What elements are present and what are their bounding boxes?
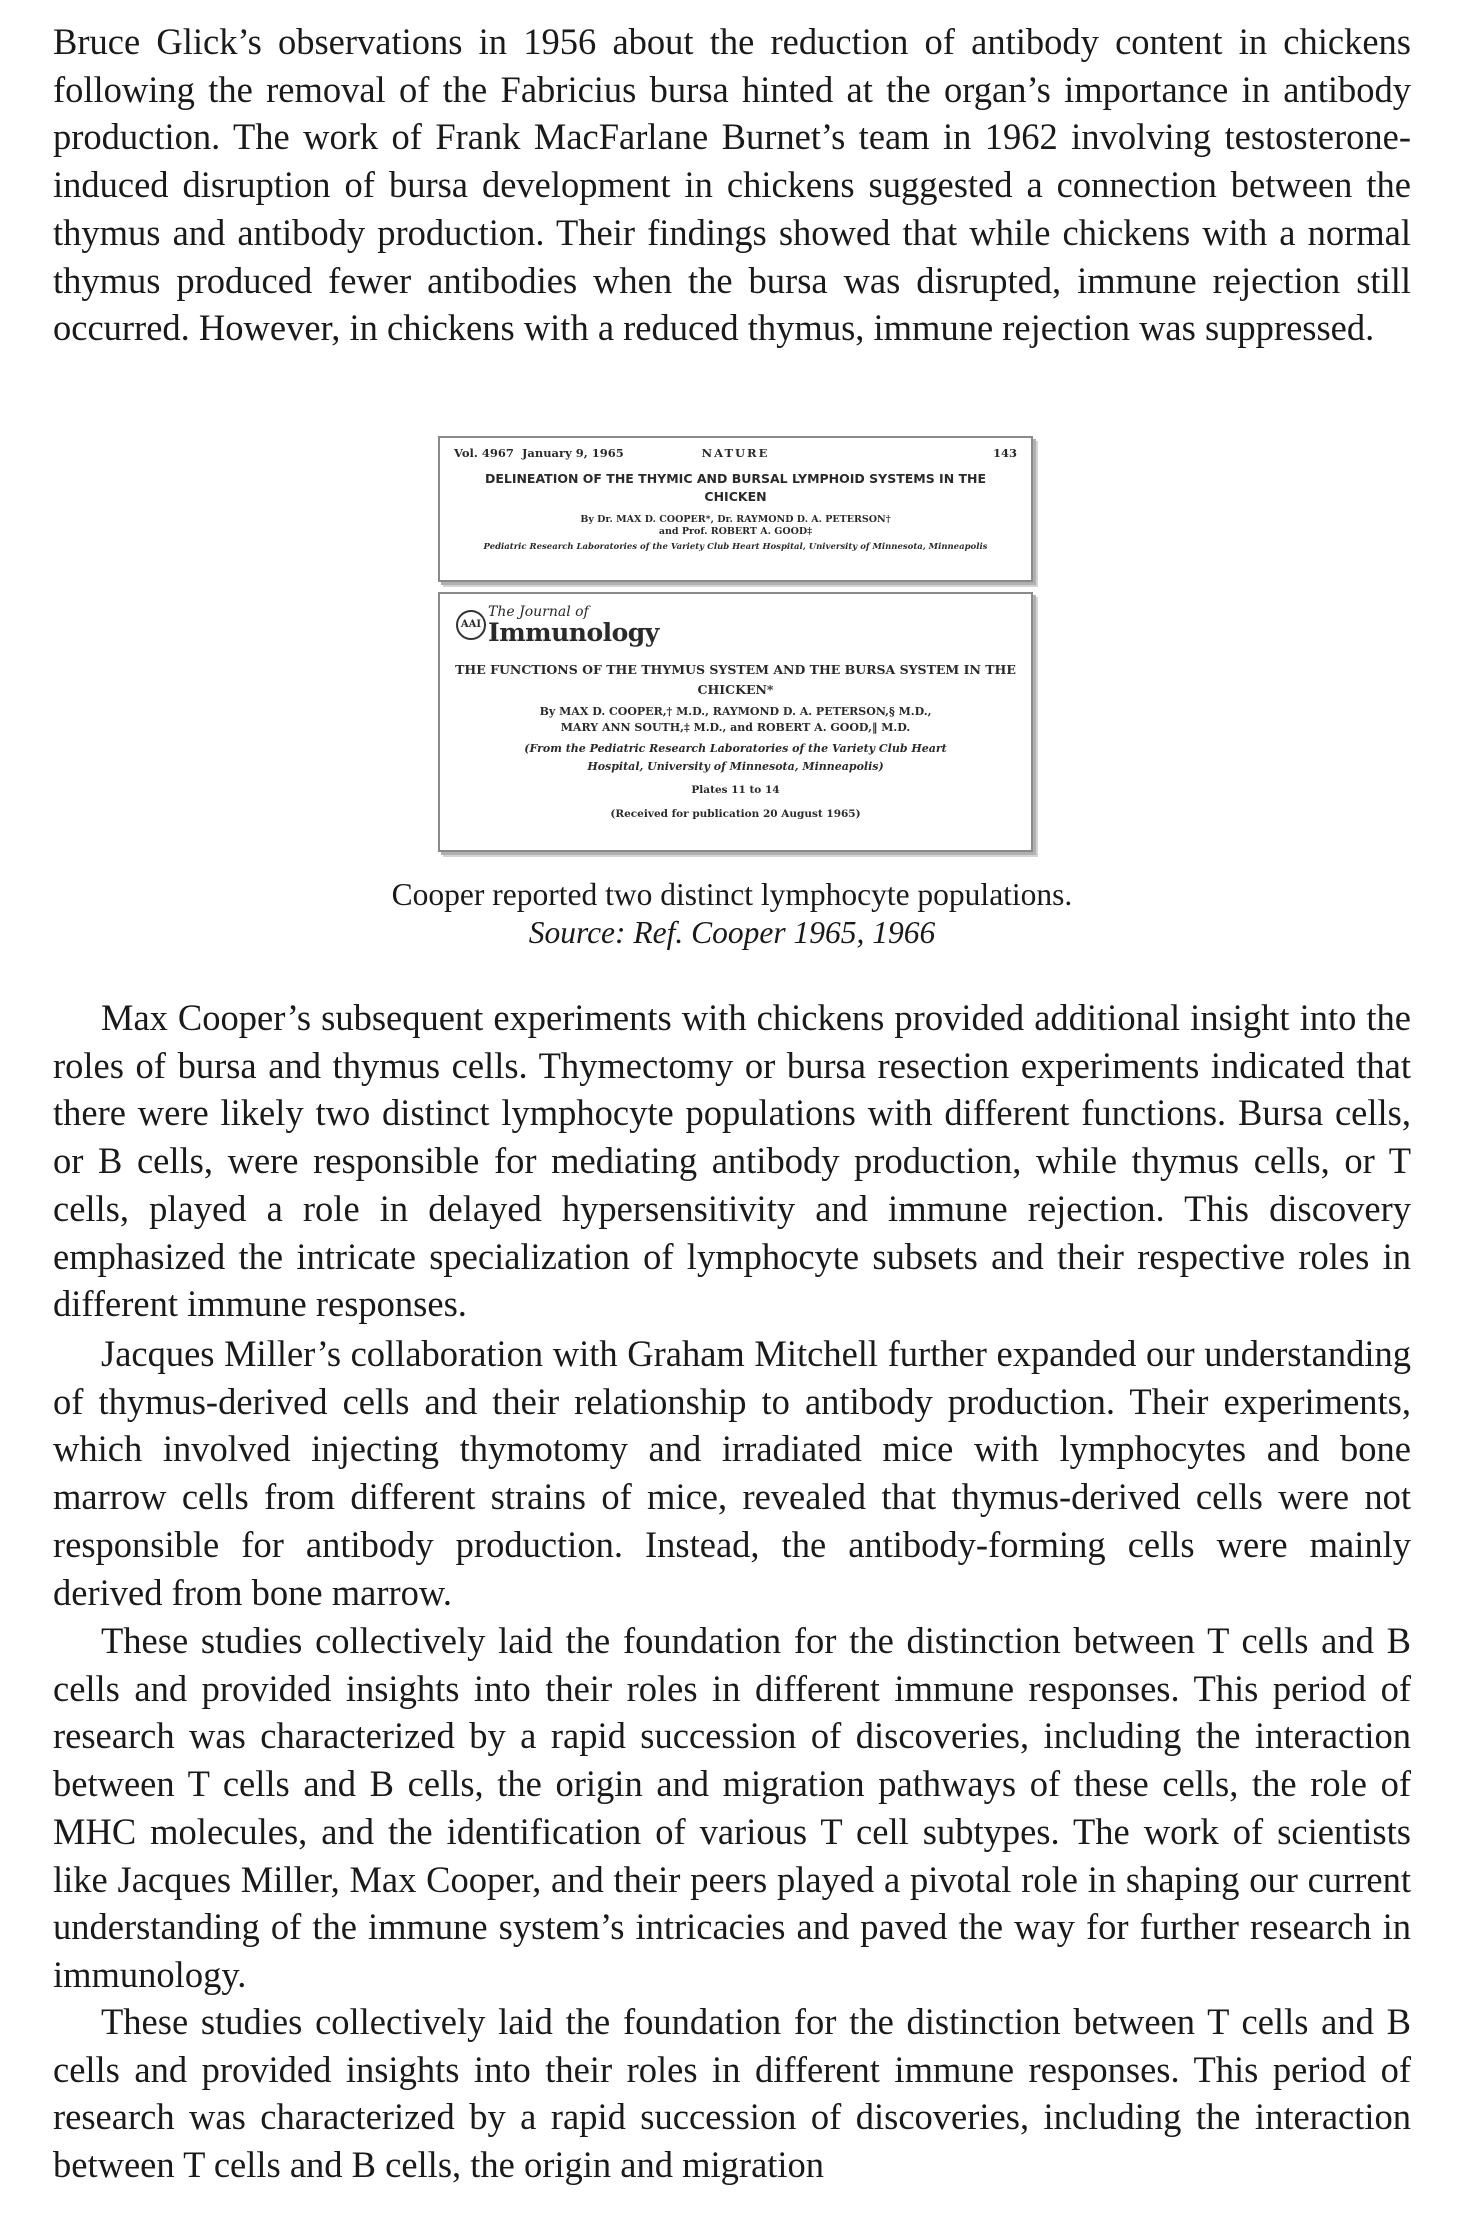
nature-header xyxy=(454,446,1017,464)
nature-journal-name: NATURE xyxy=(701,446,770,460)
ji-institution: (From the Pediatric Research Laboratories of the Variety Club Heart Hospital, University of Minnesota, Minneapolis) xyxy=(524,742,947,773)
paragraph-miller-mitchell: Jacques Miller’s collaboration with Graham Mitchell further expanded our understanding of thymus-derived cells and their relationship to antibody production. Their experiments, which involved injecting thymotomy and irradiated mice with lymphocytes and bone marrow cells from different strains of mice, revealed that thymus-derived cells were not responsible for antibody production. Instead, the antibody-forming cells were mainly derived from bone marrow. xyxy=(53,1333,1411,1613)
nature-page-number: 143 xyxy=(992,446,1017,460)
nature-authors: By Dr. MAX D. COOPER*, Dr. RAYMOND D. A. PETERSON† and Prof. ROBERT A. GOOD‡ xyxy=(580,514,891,537)
ji-authors: By MAX D. COOPER,† M.D., RAYMOND D. A. PETERSON,§ M.D., MARY ANN SOUTH,‡ M.D., and ROBERT A. GOOD,‖ M.D. xyxy=(539,705,932,734)
ji-article-title: THE FUNCTIONS OF THE THYMUS SYSTEM AND THE BURSA SYSTEM IN THE CHICKEN* xyxy=(455,662,1016,697)
journal-of-immunology-logo: AAI The Journal of Immunology xyxy=(456,604,626,648)
nature-volume-date: Vol. 4967 January 9, 1965 xyxy=(454,446,624,460)
paragraph-glick-burnet: Bruce Glick’s observations in 1956 about the reduction of antibody content in chickens following the removal of the Fabricius bursa hinted at the organ’s importance in antibody production. The work of Frank MacFarlane Burnet’s team in 1962 involving testosterone-induced disruption of bursa development in chickens suggested a connection between the thymus and antibody production. Their findings showed that while chickens with a normal thymus produced fewer antibodies when the bursa was disrupted, immune rejection still occurred. However, in chickens with a reduced thymus, immune rejection was suppressed. xyxy=(53,21,1411,349)
nature-institution: Pediatric Research Laboratories of the Variety Club Heart Hospital, University of Minnesota, Minneapolis xyxy=(483,542,988,552)
journal-of-immunology-clipping xyxy=(438,592,1033,852)
paragraph-cooper: Max Cooper’s subsequent experiments with chickens provided additional insight into the roles of bursa and thymus cells. Thymectomy or bursa resection experiments indicated that there were likely two distinct lymphocyte populations with different functions. Bursa cells, or B cells, were responsible for mediating antibody production, while thymus cells, or T cells, played a role in delayed hypersensitivity and immune rejection. This discovery emphasized the intricate specialization of lymphocyte subsets and their respective roles in different immune responses. xyxy=(53,997,1411,1325)
paragraph-foundation: These studies collectively laid the foundation for the distinction between T cells and B cells and provided insights into their roles in different immune responses. This period of research was characterized by a rapid succession of discoveries, including the interaction between T cells and B cells, the origin and migration pathways of these cells, the role of MHC molecules, and the identification of various T cell subtypes. The work of scientists like Jacques Miller, Max Cooper, and their peers played a pivotal role in shaping our current understanding of the immune system’s intricacies and paved the way for further research in immunology. xyxy=(53,1620,1411,1995)
nature-article-title: DELINEATION OF THE THYMIC AND BURSAL LYMPHOID SYSTEMS IN THE CHICKEN xyxy=(484,471,987,504)
aai-logo-icon: AAI xyxy=(456,610,486,640)
figure-source: Source: Ref. Cooper 1965, 1966 xyxy=(528,915,936,950)
ji-plates: Plates 11 to 14 xyxy=(691,784,780,796)
figure-caption: Cooper reported two distinct lymphocyte populations. xyxy=(391,877,1073,912)
ji-received-date: (Received for publication 20 August 1965) xyxy=(610,808,861,820)
paragraph-foundation-repeat: These studies collectively laid the foundation for the distinction between T cells and B cells and provided insights into their roles in different immune responses. This period of research was characterized by a rapid succession of discoveries, including the interaction between T cells and B cells, the origin and migration xyxy=(53,2001,1411,2186)
nature-article-clipping xyxy=(438,436,1033,582)
